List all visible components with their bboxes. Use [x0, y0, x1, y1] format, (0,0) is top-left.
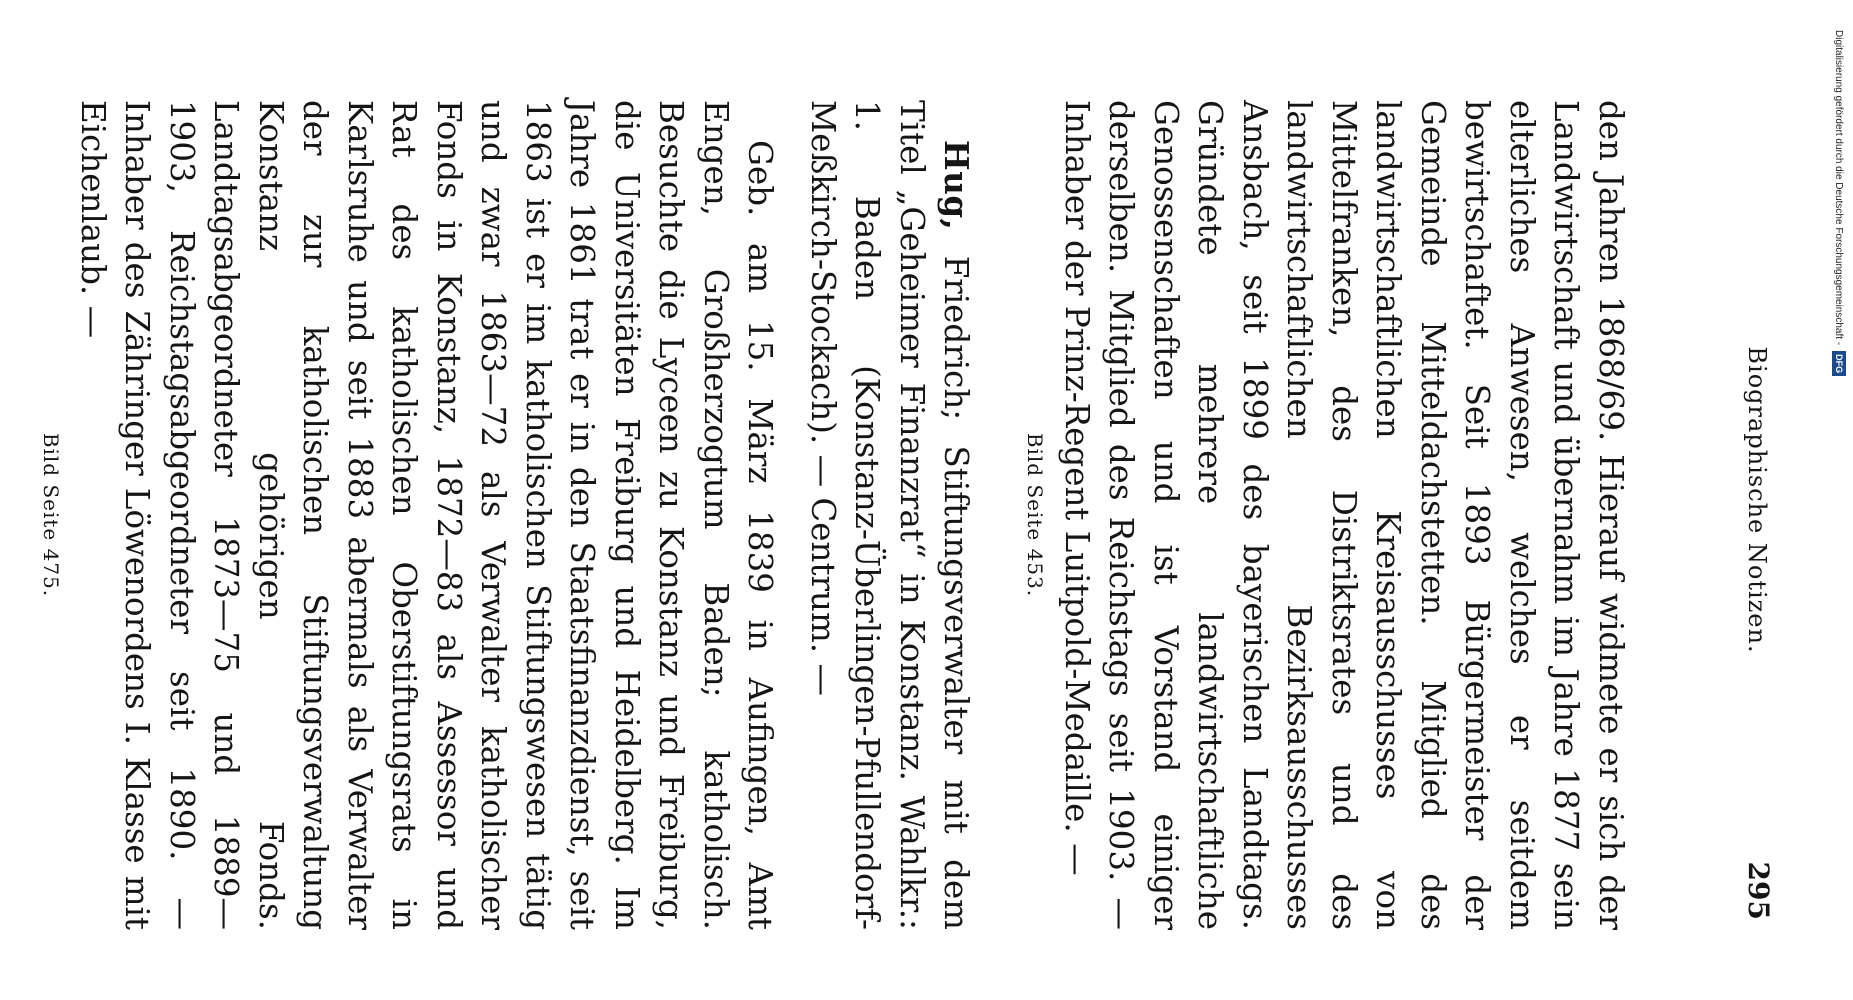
paragraph-gap [783, 100, 801, 930]
image-reference: Bild Seite 475. [39, 432, 64, 598]
page-number: 295 [1742, 861, 1775, 920]
page-body [0, 100, 1633, 930]
image-reference: Bild Seite 453. [1023, 432, 1048, 598]
digitization-credit [1832, 30, 1846, 970]
entry-hug-heading [801, 100, 979, 930]
digitization-credit-text: Digitalisierung gefördert durch die Deutsche Forschungsgemeinschaft - [1833, 30, 1844, 346]
entry-hug-description: Friedrich; Stiftungsverwalter mit dem Titel „Geheimer Finanzrat“ in Konstanz. Wahlkr.: 1. Baden (Konstanz-Überlingen-Pfullendorf-Meßkirch-Stockach). — Centrum. — [804, 100, 976, 930]
entry-hug-name: Hug, [937, 140, 977, 231]
entry-hug-biography: Geb. am 15. März 1839 in Aufingen, Amt Engen, Großherzogtum Baden; katholisch. Besuchte die Lyceen zu Konstanz und Freiburg, die Universitäten Freiburg und Heidelberg. Im Jahre 1861 trat er in den Staatsfinanzdienst, seit 1863 ist er im katholischen Stiftungswesen tätig und zwar 1863—72 als Verwalter katholischer Fonds in Konstanz, 1872—83 als Assessor und Rat des katholischen Oberstiftungsrats in Karlsruhe und seit 1883 abermals als Verwalter der zur katholischen Stiftungsverwaltung Konstanz gehörigen Fonds. Landtagsabgeordneter 1873—75 und 1889—1903, Reichstagsabgeordneter seit 1890. — Inhaber des Zähringer Löwenordens I. Klasse mit Eichenlaub. — [74, 100, 780, 930]
page-header [1725, 70, 1775, 930]
continued-entry-text: den Jahren 1868/69. Hierauf widmete er sich der Landwirtschaft und übernahm im Jahre 1877 sein elterliches Anwesen, welches er seitdem bewirtschaftet. Seit 1893 Bürgermeister der Gemeinde Mitteldachstetten. Mitglied des landwirtschaftlichen Kreisausschusses von Mittelfranken, des Distriktsrates und des landwirtschaftlichen Bezirksausschusses Ansbach, seit 1899 des bayerischen Landtags. Gründete mehrere landwirtschaftliche Genossenschaften und ist Vorstand einiger derselben. Mitglied des Reichstags seit 1903. — Inhaber der Prinz-Regent Luitpold-Medaille. — [1058, 100, 1630, 930]
dfg-logo: DFG [1832, 351, 1846, 376]
running-title: Biographische Notizen. [1743, 346, 1771, 654]
